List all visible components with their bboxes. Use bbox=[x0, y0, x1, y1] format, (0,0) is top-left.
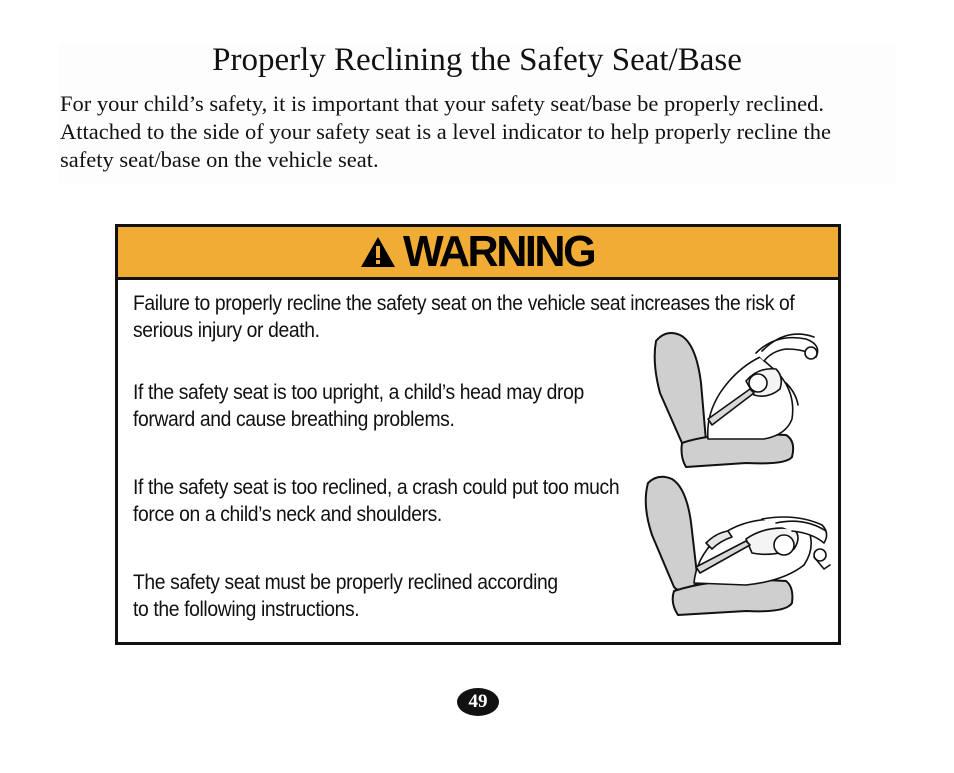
warning-paragraph-1: Failure to properly recline the safety seat on the vehicle seat increases the risk of serious injury or death. bbox=[133, 292, 795, 342]
warning-paragraph-2: If the safety seat is too upright, a child’s head may drop forward and cause breathing problems. bbox=[133, 381, 584, 431]
intro-paragraph: For your child’s safety, it is important that your safety seat/base be properly reclined. Attached to the side of your safety seat is a level indicator to help properly recline the safety seat/base on the vehicle seat. bbox=[60, 91, 831, 172]
seat-too-upright-illustration bbox=[646, 323, 826, 468]
warning-header bbox=[118, 227, 838, 280]
warning-triangle-icon bbox=[359, 235, 397, 269]
warning-box bbox=[115, 224, 841, 645]
warning-paragraph-4: The safety seat must be properly reclined according to the following instructions. bbox=[133, 571, 558, 621]
warning-paragraph-3: If the safety seat is too reclined, a crash could put too much force on a child’s neck and shoulders. bbox=[133, 476, 620, 526]
seat-too-reclined-illustration bbox=[636, 473, 836, 618]
page-number: 49 bbox=[457, 688, 499, 716]
warning-heading: WARNING bbox=[403, 227, 595, 276]
page-title: Properly Reclining the Safety Seat/Base bbox=[212, 42, 742, 78]
